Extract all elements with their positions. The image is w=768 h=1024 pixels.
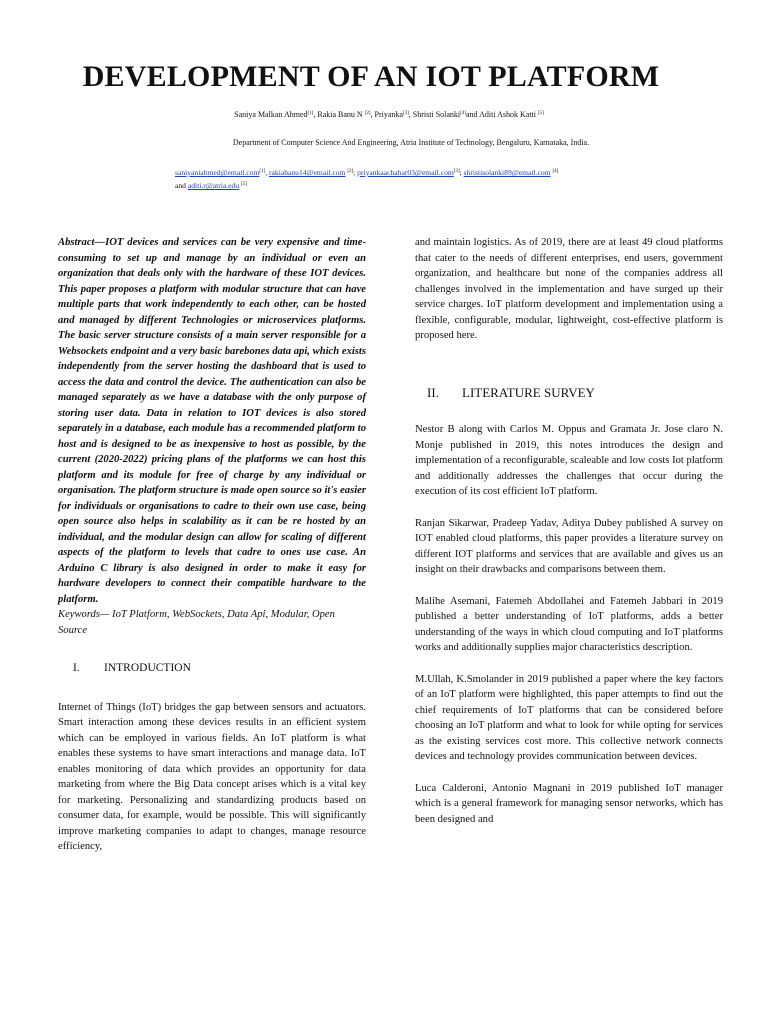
abstract: Abstract—IOT devices and services can be very expensive and time-consuming to set up and manage by an individual or even an organization that deals only with the hardware of these IOT devices. This paper proposes a platform with modular structure that can have multiple parts that work independently to each other, can be hosted and managed by different Technologies or microservices platforms. The basic server structure consists of a main server responsible for a Websockets endpoint and a very basic barebones data api, which exists independently from the server hosting the dashboard that is used to access the data and control the device. The authentication can also be managed separately as we have a database with the only purpose of storing user data. Data in relation to IOT devices is also stored separately in a database, each module has a recommended platform to host and is designed to be as inexpensive to host as possible, by the current (2020-2022) pricing plans of the platforms we can host this platform and its module for free of charge by any individual or organisation. The platform structure is made open source so it's easier for individuals or organisations to cadre to their own use case, being open source also helps in scalability as it can be re hosted by an individual, and the modular design can allow for scaling of different aspects of the platform to levels that cadre to ones use case. An Arduino C library is also designed in order to make it easy for hardware developers to connect their compatible hardware to the platform.	[58, 237, 366, 605]
page-title: DEVELOPMENT OF AN IOT PLATFORM	[82, 60, 660, 93]
author-2-ref: [2]	[364, 111, 371, 116]
author-1: Saniya Malkan Ahmed	[234, 110, 308, 119]
email-2-ref: [2]	[347, 169, 354, 174]
introduction-heading	[58, 661, 366, 677]
literature-paragraph-4: M.Ullah, K.Smolander in 2019 published a paper where the key factors of an IoT platform were highlighted, this paper attempts to find out the chief requirements of IoT platforms that can be considered before choosing an IoT platform and what to look for while opting for services as the existing services cost more. This collective network connects devices and technology provides communication between devices.	[415, 673, 723, 762]
literature-paragraph-3: Malihe Asemani, Fatemeh Abdollahei and Fatemeh Jabbari in 2019 published a better understanding of IoT platforms, adds a better understanding of the ways in which cloud computing and IoT platforms works and additionally supplies major characteristics description.	[415, 595, 723, 653]
author-list: Saniya Malkan Ahmed[1], Rakia Banu N [2], Priyanka[3], Shristi Solanki[4]and Aditi Ashok Katti [5]	[234, 110, 544, 119]
author-4: Shristi Solanki	[412, 110, 461, 119]
email-4-ref: [4]	[552, 169, 559, 174]
right-column	[415, 235, 723, 827]
email-link-5[interactable]: aditi.r@atria.edu	[187, 181, 240, 190]
introduction-title: INTRODUCTION	[104, 662, 191, 674]
author-3: Priyanka	[374, 110, 403, 119]
email-link-3[interactable]: priyankaachahar03@email.com	[357, 168, 454, 177]
author-2: Rakia Banu N	[317, 110, 363, 119]
introduction-number: I.	[73, 662, 80, 674]
email-link-2[interactable]: rakiabanu14@email.com	[269, 168, 346, 177]
author-4-ref: [4]	[460, 111, 466, 116]
author-5-ref: [5]	[537, 111, 544, 116]
author-5: and Aditi Ashok Katti	[465, 110, 536, 119]
left-column	[58, 235, 366, 855]
email-list: saniyaniahmed@email.com[1], rakiabanu14@email.com [2]; priyankaachahar03@email.com[3]; shristisolanki89@email.com [4] and aditi.r@atria.edu [5]	[175, 168, 559, 190]
keywords: Keywords— IoT Platform, WebSockets, Data Api, Modular, Open Source	[58, 609, 335, 636]
introduction-paragraph: Internet of Things (IoT) bridges the gap between sensors and actuators. Smart interaction among these devices results in an efficient system which can be employed in various fields. An IoT platform is what enables these systems to have smart interactions and manage data. IoT enables monitoring of data which provides an opportunity for data marketing from where the Big Data concept arises which is a vital key for marketing. Personalizing and standardizing products based on consumer data, for example, would be possible. This will significantly improve marketing companies to adapt to changes, manage resource efficiency,	[58, 701, 366, 852]
affiliation: Department of Computer Science And Engineering, Atria Institute of Technology, Bengaluru, Karnataka, India.	[232, 138, 590, 147]
literature-paragraph-5: Luca Calderoni, Antonio Magnani in 2019 published IoT manager which is a general framework for managing sensor networks, which has been designed and	[415, 782, 723, 825]
email-and: and	[175, 181, 186, 190]
literature-title: LITERATURE SURVEY	[462, 384, 595, 400]
email-3-ref: [3]	[453, 169, 460, 174]
introduction-continued: and maintain logistics. As of 2019, there are at least 49 cloud platforms that cater to the needs of different enterprises, end users, government organization, and healthcare but none of the companies address all challenges involved in the implementation and have surged up their service charges. IoT platform development and implementation using a flexible, configurable, modular, lightweight, cost-effective platform is proposed here.	[415, 237, 723, 341]
email-link-4[interactable]: shristisolanki89@email.com	[463, 168, 551, 177]
email-link-1[interactable]: saniyaniahmed@email.com	[175, 168, 260, 177]
email-1-ref: [1]	[259, 169, 266, 174]
literature-paragraph-2: Ranjan Sikarwar, Pradeep Yadav, Aditya Dubey published A survey on IOT enabled cloud platforms, this paper provides a literature survey on different IOT platforms and services that are available and gives us an insight on their drawbacks and comparisons between them.	[415, 517, 723, 575]
author-3-ref: [3]	[402, 111, 409, 116]
literature-paragraph-1: Nestor B along with Carlos M. Oppus and Gramata Jr. Jose claro N. Monje published in 2019, this notes introduces the design and implementation of a reconfigurable, scaleable and low costs Iot platform and additionally addresses the challenges that occur during the execution of its cost efficient IoT platform.	[415, 424, 723, 497]
author-1-ref: [1]	[307, 111, 314, 116]
literature-heading	[415, 385, 723, 401]
literature-number: II.	[427, 384, 439, 400]
email-5-ref: [5]	[241, 182, 247, 187]
